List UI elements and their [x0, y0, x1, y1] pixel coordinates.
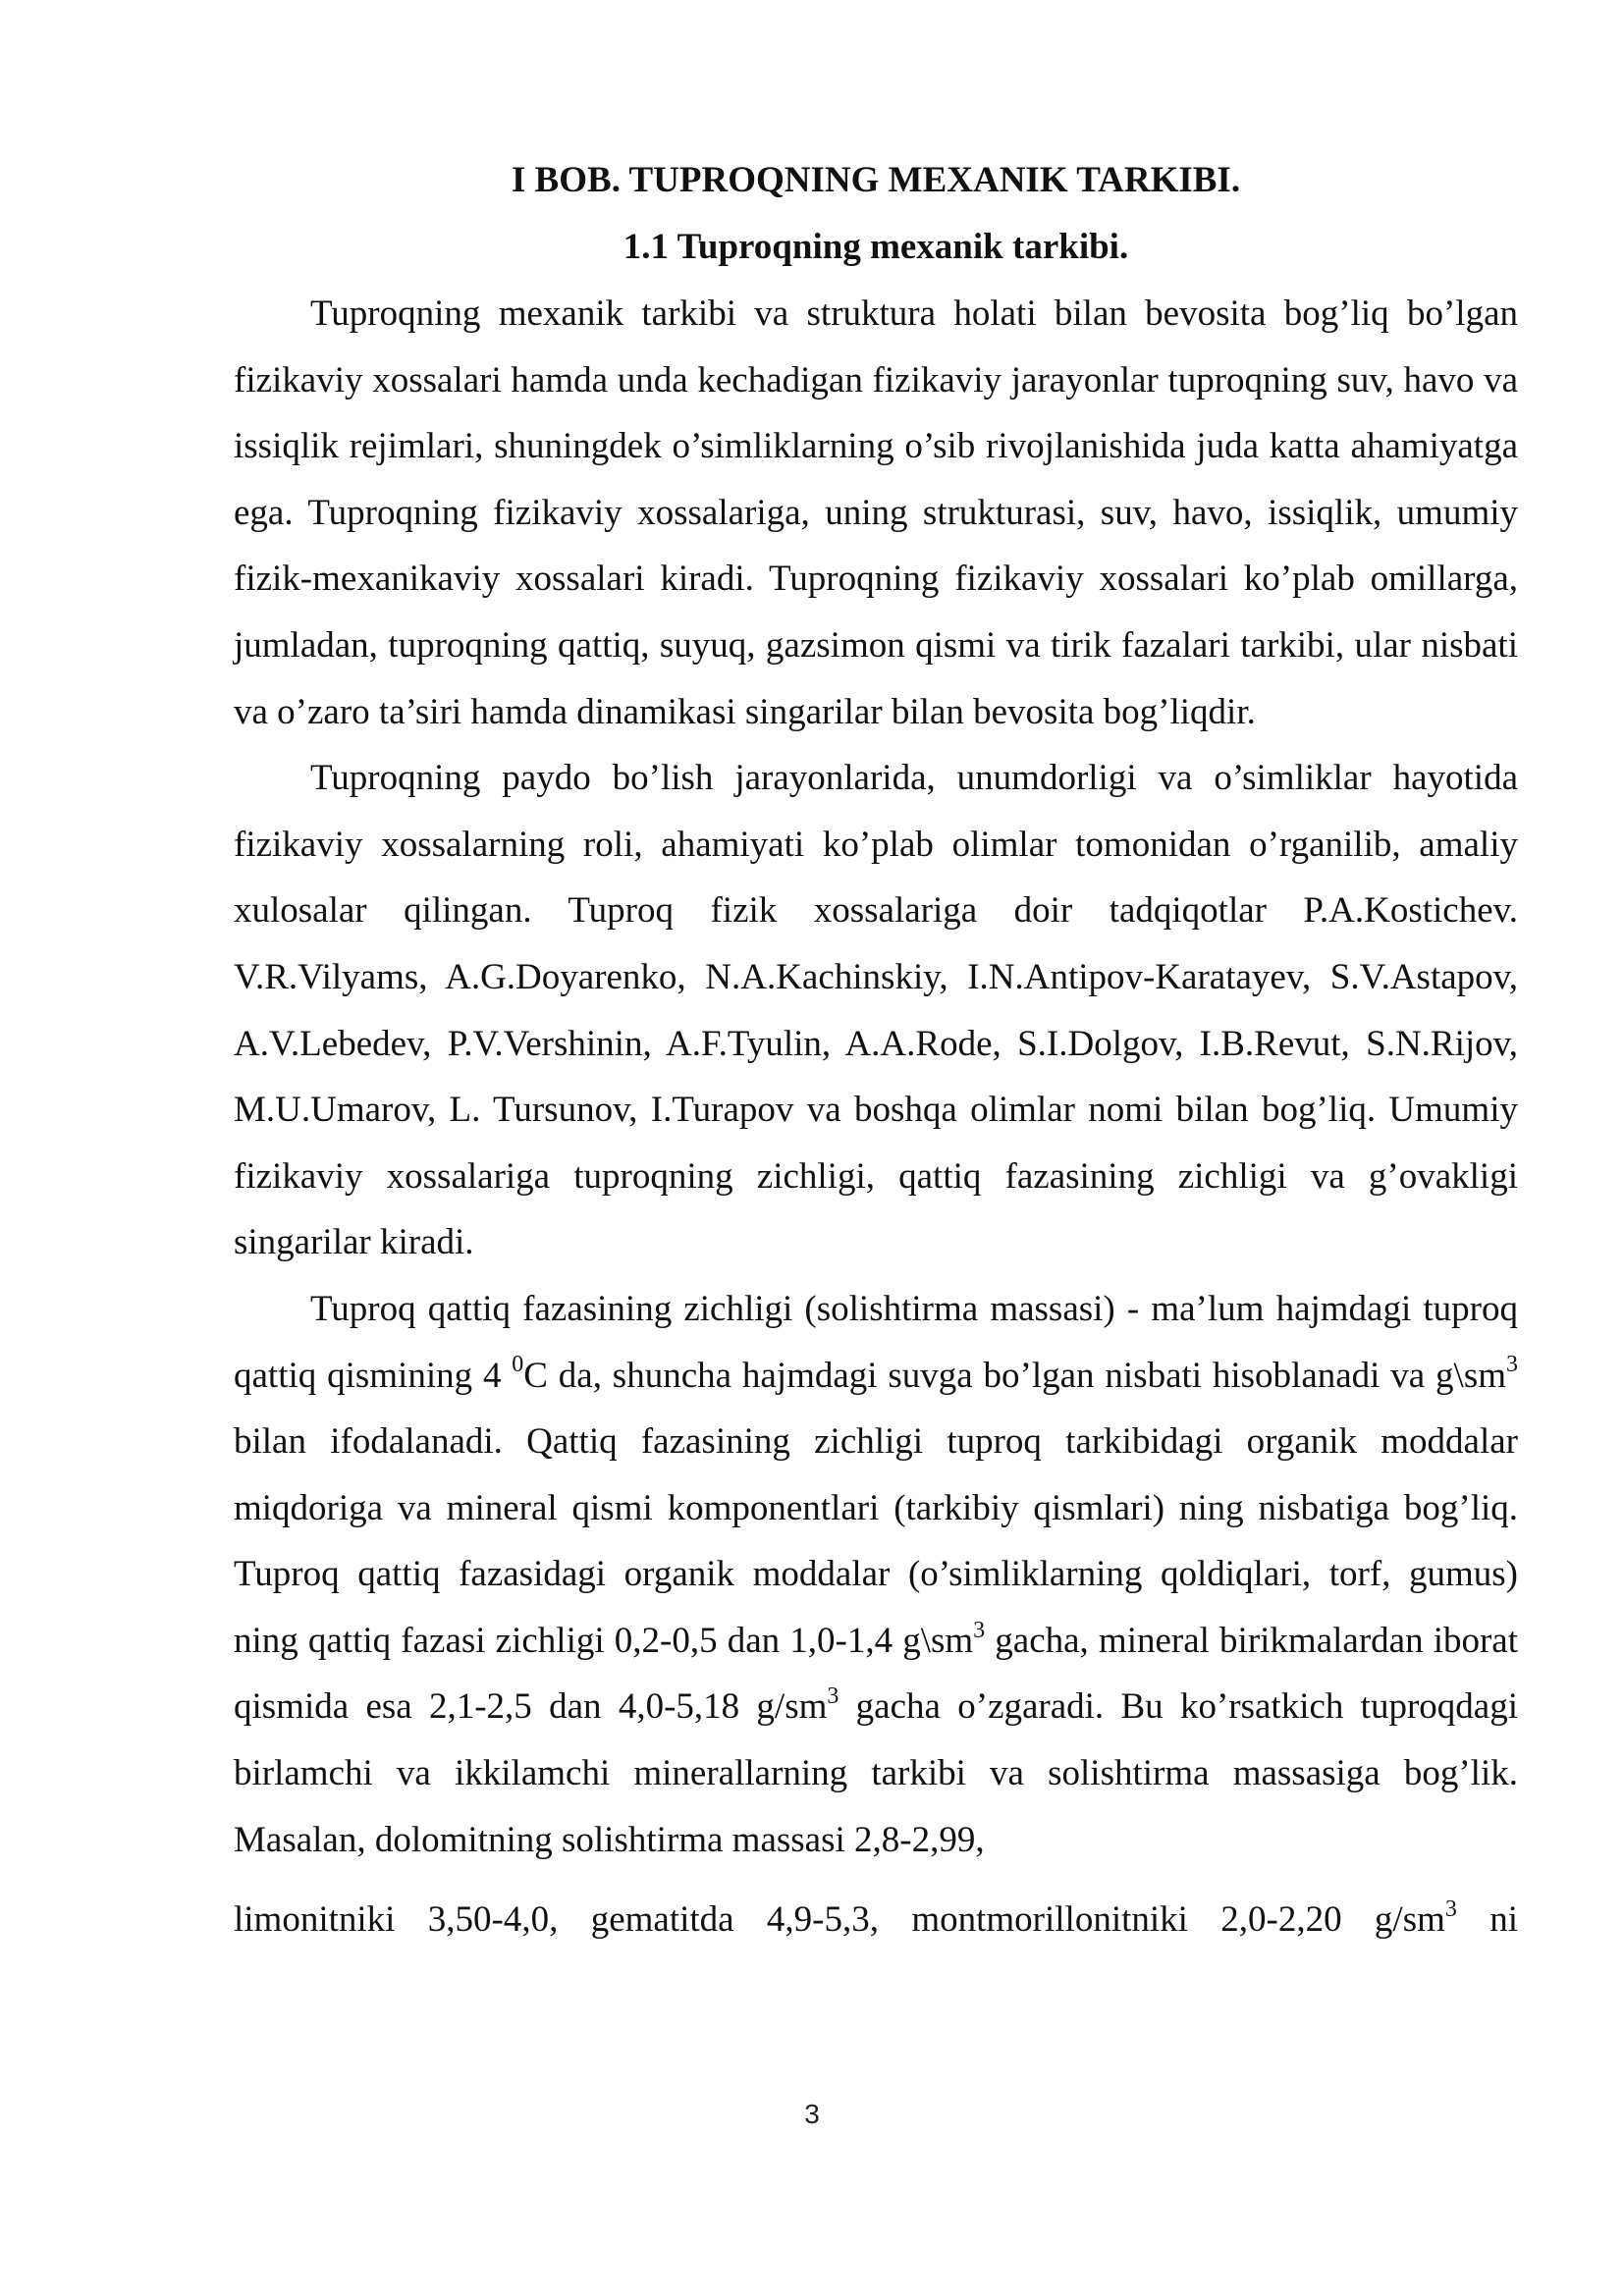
paragraph-3-text-3: bilan ifodalanadi. Qattiq fazasining zichligi tuproq tarkibidagi organik moddalar miqdoriga va mineral qismi komponentlari (tarkibiy qismlari) ning nisbatiga bog’liq. Tuproq qattiq fazasidagi organik moddalar (o’simliklarning qoldiqlari, torf, gumus) ning qattiq fazasi zichligi 0,2-0,5 dan 1,0-1,4 g\sm — [234, 1421, 1518, 1661]
chapter-title: I BOB. TUPROQNING MEXANIK TARKIBI. — [511, 160, 1241, 200]
superscript-cubic-4: 3 — [1444, 1896, 1457, 1922]
paragraph-3-text-4: gacha, mineral birikmalardan iborat qismida esa 2,1-2,5 dan 4,0-5,18 g/sm — [234, 1620, 1518, 1728]
paragraph-3-text-2: C da, shuncha hajmdagi suvga bo’lgan nisbati hisoblanadi va g\sm — [523, 1355, 1507, 1396]
paragraph-4 — [234, 1887, 1518, 1953]
superscript-degree: 0 — [512, 1352, 524, 1378]
section-title: 1.1 Tuproqning mexanik tarkibi. — [623, 227, 1129, 267]
superscript-cubic-2: 3 — [973, 1617, 986, 1643]
paragraph-1: Tuproqning mexanik tarkibi va struktura holati bilan bevosita bog’liq bo’lgan fizikaviy xossalari hamda unda kechadigan fizikaviy jarayonlar tuproqning suv, havo va issiqlik rejimlari, shuningdek o’simliklarning o’sib rivojlanishida juda katta ahamiyatga ega. Tuproqning fizikaviy xossalariga, uning strukturasi, suv, havo, issiqlik, umumiy fizik-mexanikaviy xossalari kiradi. Tuproqning fizikaviy xossalari ko’plab omillarga, jumladan, tuproqning qattiq, suyuq, gazsimon qismi va tirik fazalari tarkibi, ular nisbati va o’zaro ta’siri hamda dinamikasi singarilar bilan bevosita bog’liqdir. — [234, 294, 1518, 732]
superscript-cubic-1: 3 — [1506, 1352, 1519, 1378]
paragraph-3 — [234, 1276, 1518, 1873]
paragraph-3-text-1: Tuproq qattiq fazasining zichligi (solishtirma massasi) - ma’lum hajmdagi tuproq qattiq qismining 4 — [234, 1288, 1518, 1396]
paragraph-4-text-1: limonitniki 3,50-4,0, gematitda 4,9-5,3, montmorillonitniki 2,0-2,20 g/sm — [234, 1899, 1445, 1941]
paragraph-4-text-2: ni — [1456, 1899, 1519, 1941]
paragraph-2: Tuproqning paydo bo’lish jarayonlarida, unumdorligi va o’simliklar hayotida fizikaviy xossalarning roli, ahamiyati ko’plab olimlar tomonidan o’rganilib, amaliy xulosalar qilingan. Tuproq fizik xossalariga doir tadqiqotlar P.A.Kostichev. V.R.Vilyams, A.G.Doyarenko, N.A.Kachinskiy, I.N.Antipov-Karatayev, S.V.Astapov, A.V.Lebedev, P.V.Vershinin, A.F.Tyulin, A.A.Rode, S.I.Dolgov, I.B.Revut, S.N.Rijov, M.U.Umarov, L. Tursunov, I.Turapov va boshqa olimlar nomi bilan bog’liq. Umumiy fizikaviy xossalariga tuproqning zichligi, qattiq fazasining zichligi va g’ovakligi singarilar kiradi. — [234, 758, 1518, 1263]
superscript-cubic-3: 3 — [827, 1683, 839, 1710]
paragraph-3-text-5: gacha o’zgaradi. Bu ko’rsatkich tuproqdagi birlamchi va ikkilamchi minerallarning tarkibi va solishtirma massasiga bog’lik. Masalan, dolomitning solishtirma massasi 2,8-2,99, — [234, 1686, 1518, 1860]
document-page — [234, 147, 1518, 1953]
page-number: 3 — [804, 2099, 820, 2129]
